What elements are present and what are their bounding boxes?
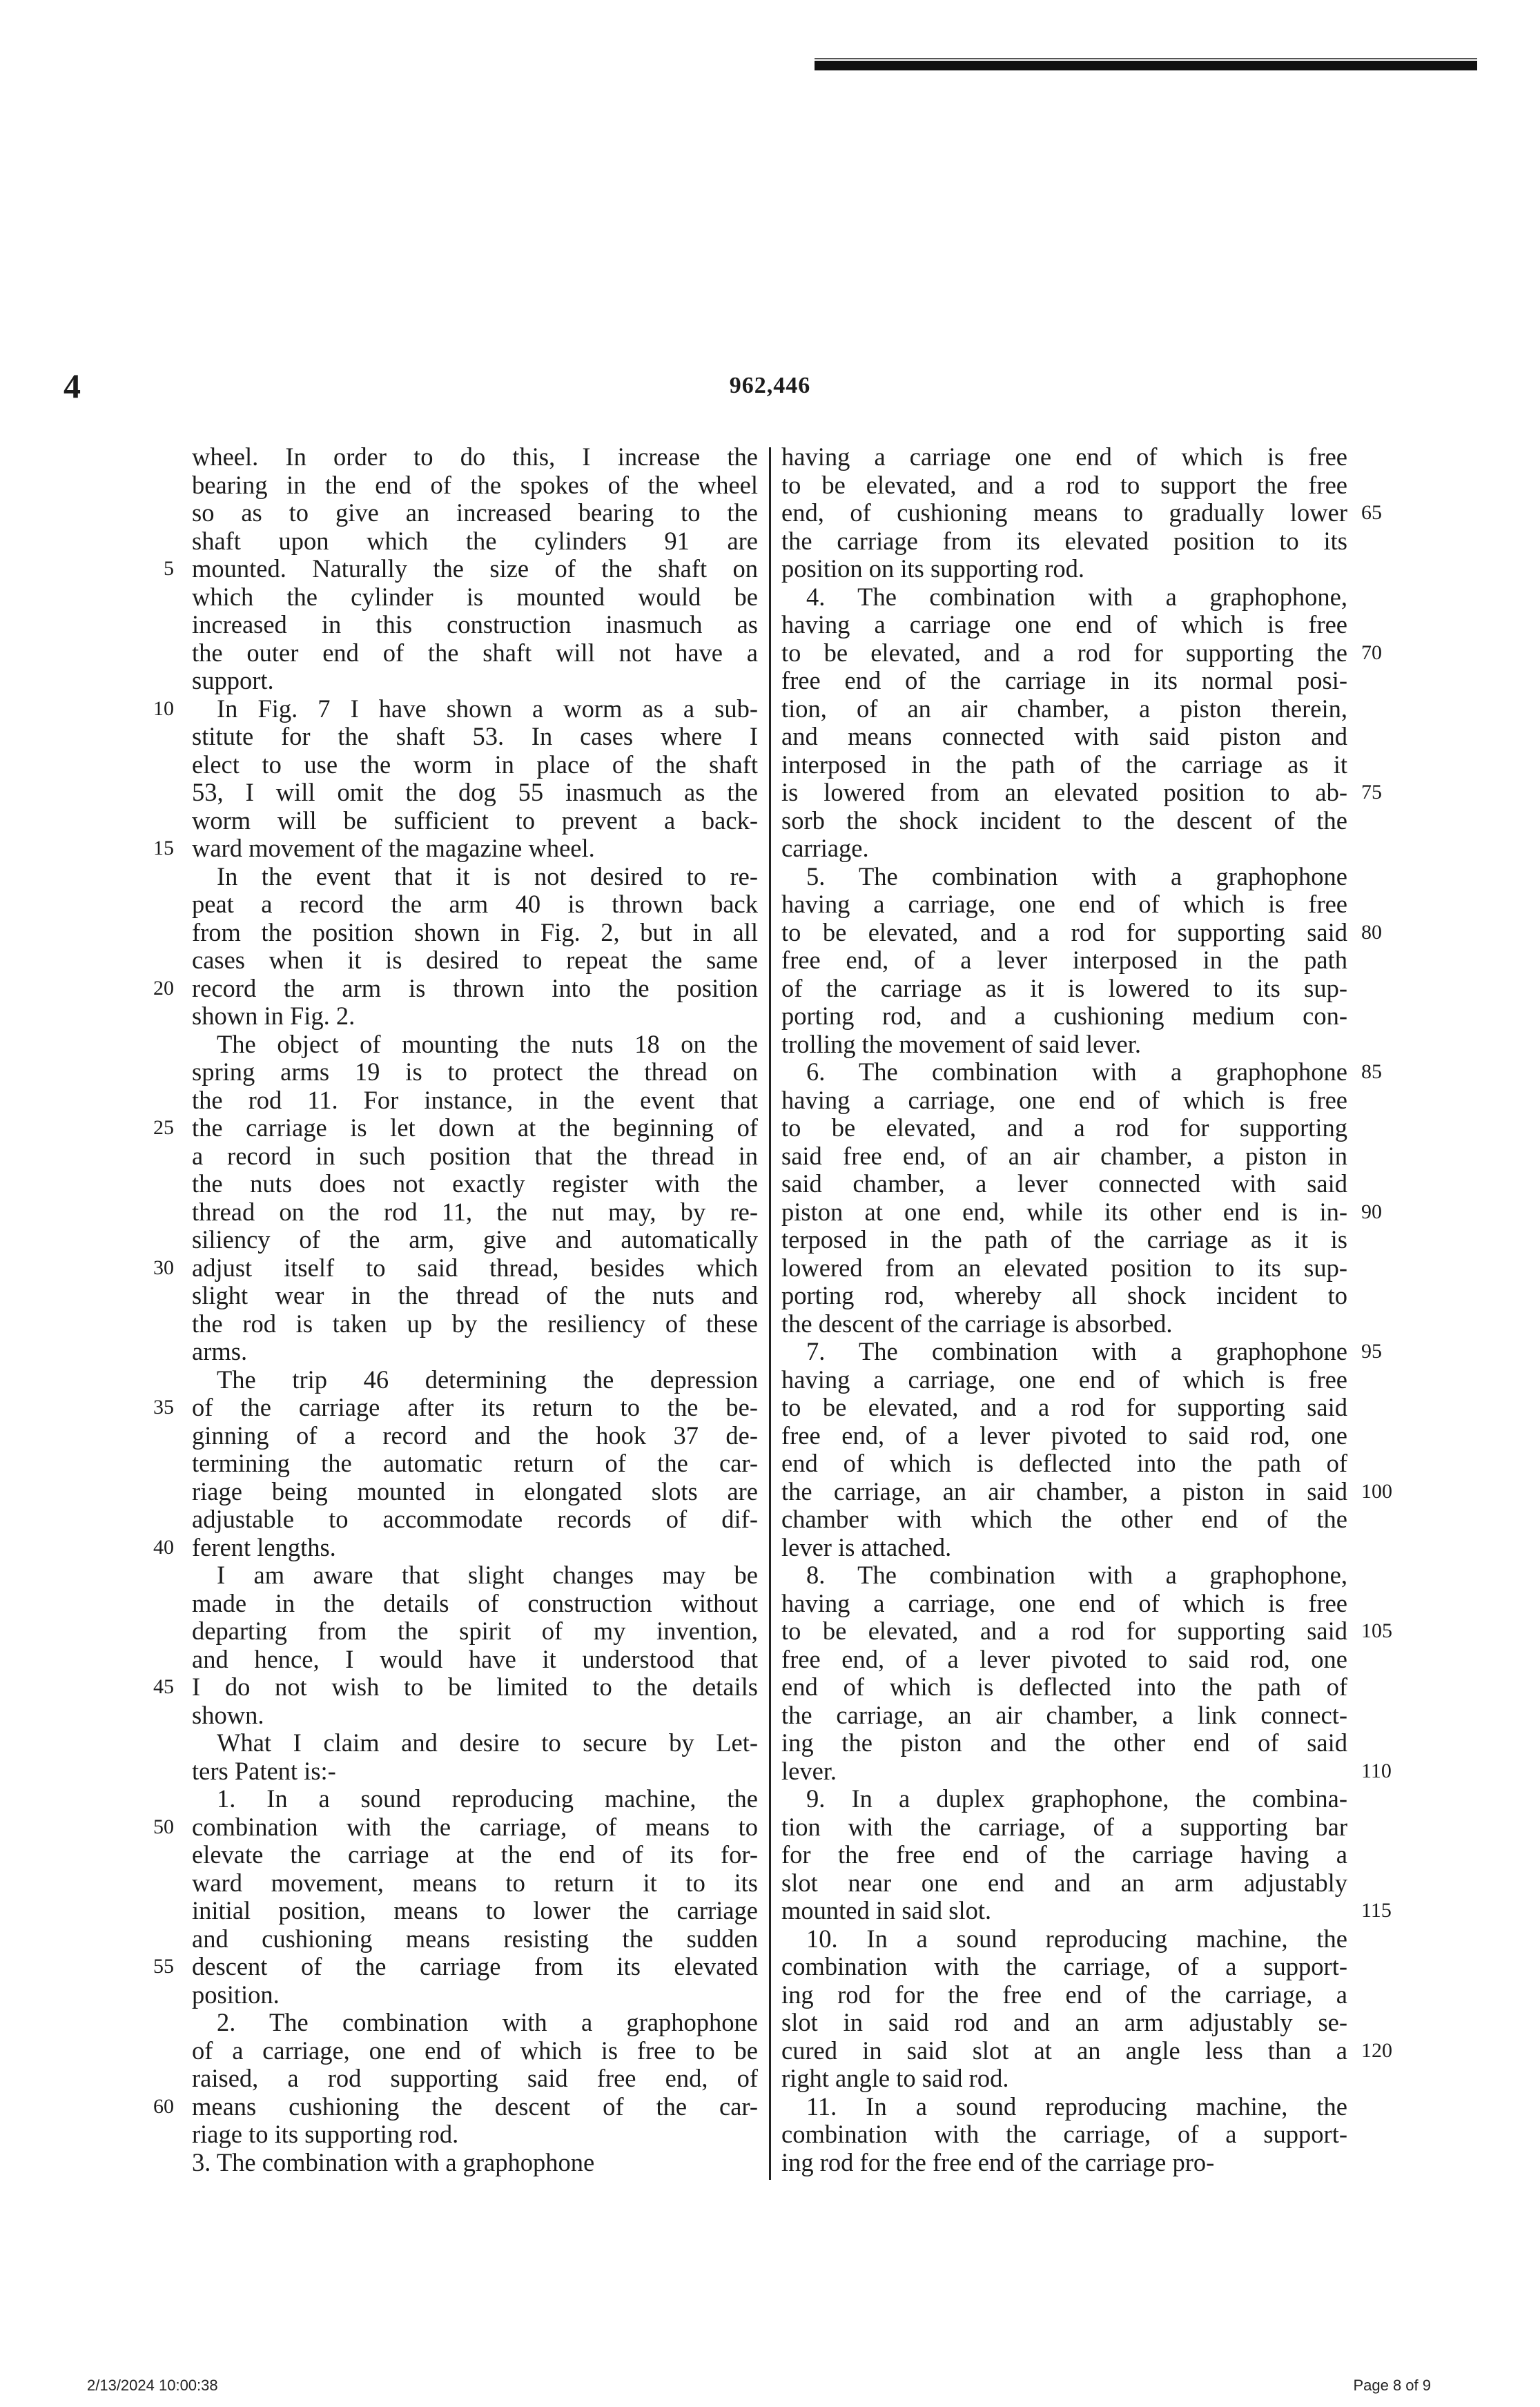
line-number: 5 bbox=[164, 557, 174, 580]
text-line: lever. bbox=[781, 1756, 837, 1785]
text-line: tion with the carriage, of a supporting bar bbox=[781, 1812, 1347, 1841]
text-line: interposed in the path of the carriage as it bbox=[781, 750, 1347, 779]
top-rule-thin bbox=[815, 58, 1477, 59]
print-timestamp: 2/13/2024 10:00:38 bbox=[87, 2377, 218, 2394]
line-number: 40 bbox=[153, 1535, 174, 1559]
text-line: position. bbox=[192, 1980, 280, 2009]
text-line: end of which is deflected into the path of bbox=[781, 1449, 1347, 1477]
text-line: raised, a rod supporting said free end, of bbox=[192, 2064, 758, 2092]
text-line: having a carriage, one end of which is free bbox=[781, 1085, 1347, 1114]
text-line: 3. The combination with a graphophone bbox=[192, 2147, 595, 2176]
text-line: thread on the rod 11, the nut may, by re- bbox=[192, 1197, 758, 1226]
text-line: 9. In a duplex graphophone, the combina- bbox=[806, 1784, 1347, 1813]
text-line: initial position, means to lower the carriage bbox=[192, 1896, 758, 1924]
line-number: 80 bbox=[1361, 920, 1382, 944]
text-line: termining the automatic return of the car- bbox=[192, 1449, 758, 1477]
text-line: adjust itself to said thread, besides which bbox=[192, 1253, 758, 1282]
text-line: end, of cushioning means to gradually lower bbox=[781, 498, 1347, 527]
text-line: ginning of a record and the hook 37 de- bbox=[192, 1421, 758, 1450]
line-number: 110 bbox=[1361, 1759, 1392, 1782]
text-line: riage to its supporting rod. bbox=[192, 2120, 459, 2148]
text-line: of the carriage as it is lowered to its sup- bbox=[781, 973, 1347, 1002]
line-number: 90 bbox=[1361, 1200, 1382, 1223]
line-number: 15 bbox=[153, 837, 174, 859]
text-line: and hence, I would have it understood that bbox=[192, 1644, 758, 1673]
text-line: said free end, of an air chamber, a piston in bbox=[781, 1141, 1347, 1170]
text-line: 1. In a sound reproducing machine, the bbox=[217, 1784, 758, 1813]
text-line: of a carriage, one end of which is free to be bbox=[192, 2036, 758, 2065]
text-line: terposed in the path of the carriage as it is bbox=[781, 1225, 1347, 1254]
text-line: is lowered from an elevated position to ab- bbox=[781, 778, 1347, 806]
line-number: 70 bbox=[1361, 641, 1382, 664]
text-line: bearing in the end of the spokes of the wheel bbox=[192, 470, 758, 499]
text-line: having a carriage one end of which is free bbox=[781, 610, 1347, 639]
text-line: the descent of the carriage is absorbed. bbox=[781, 1309, 1173, 1338]
text-line: free end of the carriage in its normal posi- bbox=[781, 666, 1347, 694]
text-line: shown. bbox=[192, 1700, 264, 1729]
line-number: 45 bbox=[153, 1675, 174, 1698]
text-line: cases when it is desired to repeat the same bbox=[192, 946, 758, 974]
text-line: the outer end of the shaft will not have a bbox=[192, 638, 758, 667]
line-number: 35 bbox=[153, 1396, 174, 1419]
text-line: slot near one end and an arm adjustably bbox=[781, 1868, 1347, 1897]
text-line: and cushioning means resisting the sudden bbox=[192, 1924, 758, 1953]
text-line: slot in said rod and an arm adjustably se- bbox=[781, 2008, 1347, 2036]
text-line: ters Patent is:- bbox=[192, 1756, 336, 1785]
text-line: 6. The combination with a graphophone bbox=[806, 1058, 1347, 1086]
text-line: riage being mounted in elongated slots are bbox=[192, 1477, 758, 1505]
text-line: In Fig. 7 I have shown a worm as a sub- bbox=[217, 694, 758, 723]
line-number: 75 bbox=[1361, 781, 1382, 803]
line-number: 60 bbox=[153, 2094, 174, 2118]
text-line: slight wear in the thread of the nuts and bbox=[192, 1281, 758, 1309]
text-line: made in the details of construction without bbox=[192, 1588, 758, 1617]
text-line: the rod 11. For instance, in the event that bbox=[192, 1085, 758, 1114]
text-line: end of which is deflected into the path of bbox=[781, 1673, 1347, 1701]
text-line: 5. The combination with a graphophone bbox=[806, 861, 1347, 890]
text-line: ferent lengths. bbox=[192, 1532, 336, 1561]
text-line: so as to give an increased bearing to the bbox=[192, 498, 758, 527]
text-line: What I claim and desire to secure by Let- bbox=[217, 1728, 758, 1757]
text-line: combination with the carriage, of a support- bbox=[781, 2120, 1347, 2148]
text-line: having a carriage one end of which is free bbox=[781, 442, 1347, 471]
text-line: shown in Fig. 2. bbox=[192, 1002, 355, 1030]
text-line: trolling the movement of said lever. bbox=[781, 1029, 1142, 1058]
text-line: descent of the carriage from its elevated bbox=[192, 1952, 758, 1980]
text-line: spring arms 19 is to protect the thread on bbox=[192, 1058, 758, 1086]
line-number: 55 bbox=[153, 1955, 174, 1978]
text-line: ing rod for the free end of the carriage, a bbox=[781, 1980, 1347, 2009]
text-line: ward movement, means to return it to its bbox=[192, 1868, 758, 1897]
text-line: free end, of a lever pivoted to said rod, one bbox=[781, 1644, 1347, 1673]
text-line: sorb the shock incident to the descent of the bbox=[781, 806, 1347, 835]
text-line: The trip 46 determining the depression bbox=[217, 1365, 758, 1394]
text-line: worm will be sufficient to prevent a back- bbox=[192, 806, 758, 835]
text-line: right angle to said rod. bbox=[781, 2064, 1009, 2092]
text-line: ing rod for the free end of the carriage pro- bbox=[781, 2147, 1215, 2176]
line-number: 10 bbox=[153, 696, 174, 720]
text-line: cured in said slot at an angle less than a bbox=[781, 2036, 1347, 2065]
text-line: elect to use the worm in place of the shaft bbox=[192, 750, 758, 779]
text-line: having a carriage, one end of which is free bbox=[781, 890, 1347, 918]
text-line: siliency of the arm, give and automatically bbox=[192, 1225, 758, 1254]
text-line: the carriage, an air chamber, a piston in said bbox=[781, 1477, 1347, 1505]
line-number: 85 bbox=[1361, 1060, 1382, 1083]
line-number: 20 bbox=[153, 976, 174, 1000]
line-number: 30 bbox=[153, 1256, 174, 1279]
text-line: elevate the carriage at the end of its for- bbox=[192, 1840, 758, 1869]
patent-number: 962,446 bbox=[729, 373, 811, 398]
text-line: combination with the carriage, of means to bbox=[192, 1812, 758, 1841]
text-line: to be elevated, and a rod to support the free bbox=[781, 470, 1347, 499]
page-indicator: Page 8 of 9 bbox=[1353, 2377, 1431, 2394]
text-line: 11. In a sound reproducing machine, the bbox=[806, 2092, 1347, 2121]
text-line: the carriage from its elevated position to its bbox=[781, 526, 1347, 555]
line-number: 65 bbox=[1361, 501, 1382, 524]
page-number: 4 bbox=[64, 367, 81, 405]
line-number: 95 bbox=[1361, 1340, 1382, 1363]
text-line: 8. The combination with a graphophone, bbox=[806, 1561, 1347, 1589]
text-line: lever is attached. bbox=[781, 1532, 952, 1561]
text-line: porting rod, and a cushioning medium con- bbox=[781, 1002, 1347, 1030]
text-line: to be elevated, and a rod for supporting bbox=[781, 1113, 1347, 1142]
line-number: 105 bbox=[1361, 1619, 1392, 1642]
text-line: and means connected with said piston and bbox=[781, 722, 1347, 750]
text-line: 10. In a sound reproducing machine, the bbox=[806, 1924, 1347, 1953]
text-line: support. bbox=[192, 666, 274, 694]
line-number: 50 bbox=[153, 1815, 174, 1838]
text-line: lowered from an elevated position to its sup- bbox=[781, 1253, 1347, 1282]
text-line: of the carriage after its return to the be- bbox=[192, 1393, 758, 1421]
text-line: means cushioning the descent of the car- bbox=[192, 2092, 758, 2121]
text-line: 4. The combination with a graphophone, bbox=[806, 582, 1347, 611]
text-line: increased in this construction inasmuch as bbox=[192, 610, 758, 639]
text-line: the carriage is let down at the beginning of bbox=[192, 1113, 758, 1142]
line-number: 25 bbox=[153, 1116, 174, 1139]
text-line: chamber with which the other end of the bbox=[781, 1505, 1347, 1533]
column-divider bbox=[769, 447, 771, 2180]
text-line: tion, of an air chamber, a piston therein, bbox=[781, 694, 1347, 723]
text-line: having a carriage, one end of which is free bbox=[781, 1588, 1347, 1617]
text-line: to be elevated, and a rod for supporting the bbox=[781, 638, 1347, 667]
text-line: wheel. In order to do this, I increase the bbox=[192, 442, 758, 471]
text-line: to be elevated, and a rod for supporting said bbox=[781, 1617, 1347, 1645]
text-line: free end, of a lever interposed in the path bbox=[781, 946, 1347, 974]
text-line: 53, I will omit the dog 55 inasmuch as the bbox=[192, 778, 758, 806]
text-line: stitute for the shaft 53. In cases where I bbox=[192, 722, 758, 750]
text-line: shaft upon which the cylinders 91 are bbox=[192, 526, 758, 555]
text-line: I am aware that slight changes may be bbox=[217, 1561, 758, 1589]
text-line: mounted. Naturally the size of the shaft on bbox=[192, 554, 758, 583]
text-line: ward movement of the magazine wheel. bbox=[192, 834, 595, 862]
text-line: carriage. bbox=[781, 834, 869, 862]
text-line: the rod is taken up by the resiliency of these bbox=[192, 1309, 758, 1338]
text-line: ing the piston and the other end of said bbox=[781, 1728, 1347, 1757]
line-number: 120 bbox=[1361, 2038, 1392, 2062]
text-line: mounted in said slot. bbox=[781, 1896, 992, 1924]
text-line: 2. The combination with a graphophone bbox=[217, 2008, 758, 2036]
text-line: I do not wish to be limited to the details bbox=[192, 1673, 758, 1701]
text-line: to be elevated, and a rod for supporting said bbox=[781, 917, 1347, 946]
left-text-column bbox=[192, 443, 758, 2176]
text-line: a record in such position that the thread in bbox=[192, 1141, 758, 1170]
text-line: the carriage, an air chamber, a link connect- bbox=[781, 1700, 1347, 1729]
line-number: 115 bbox=[1361, 1899, 1392, 1922]
text-line: to be elevated, and a rod for supporting said bbox=[781, 1393, 1347, 1421]
top-rule bbox=[815, 61, 1477, 70]
text-line: for the free end of the carriage having a bbox=[781, 1840, 1347, 1869]
right-text-column bbox=[781, 443, 1347, 2176]
text-line: free end, of a lever pivoted to said rod, one bbox=[781, 1421, 1347, 1450]
text-line: piston at one end, while its other end is in- bbox=[781, 1197, 1347, 1226]
text-line: In the event that it is not desired to re- bbox=[217, 861, 758, 890]
text-line: adjustable to accommodate records of dif- bbox=[192, 1505, 758, 1533]
text-line: the nuts does not exactly register with the bbox=[192, 1169, 758, 1198]
text-line: record the arm is thrown into the position bbox=[192, 973, 758, 1002]
text-line: arms. bbox=[192, 1337, 248, 1365]
text-line: porting rod, whereby all shock incident to bbox=[781, 1281, 1347, 1309]
text-line: said chamber, a lever connected with said bbox=[781, 1169, 1347, 1198]
text-line: peat a record the arm 40 is thrown back bbox=[192, 890, 758, 918]
text-line: departing from the spirit of my invention, bbox=[192, 1617, 758, 1645]
text-line: which the cylinder is mounted would be bbox=[192, 582, 758, 611]
line-number: 100 bbox=[1361, 1479, 1392, 1503]
text-line: having a carriage, one end of which is free bbox=[781, 1365, 1347, 1394]
text-line: from the position shown in Fig. 2, but in all bbox=[192, 917, 758, 946]
text-line: position on its supporting rod. bbox=[781, 554, 1085, 583]
text-line: The object of mounting the nuts 18 on the bbox=[217, 1029, 758, 1058]
text-line: 7. The combination with a graphophone bbox=[806, 1337, 1347, 1365]
text-line: combination with the carriage, of a support- bbox=[781, 1952, 1347, 1980]
